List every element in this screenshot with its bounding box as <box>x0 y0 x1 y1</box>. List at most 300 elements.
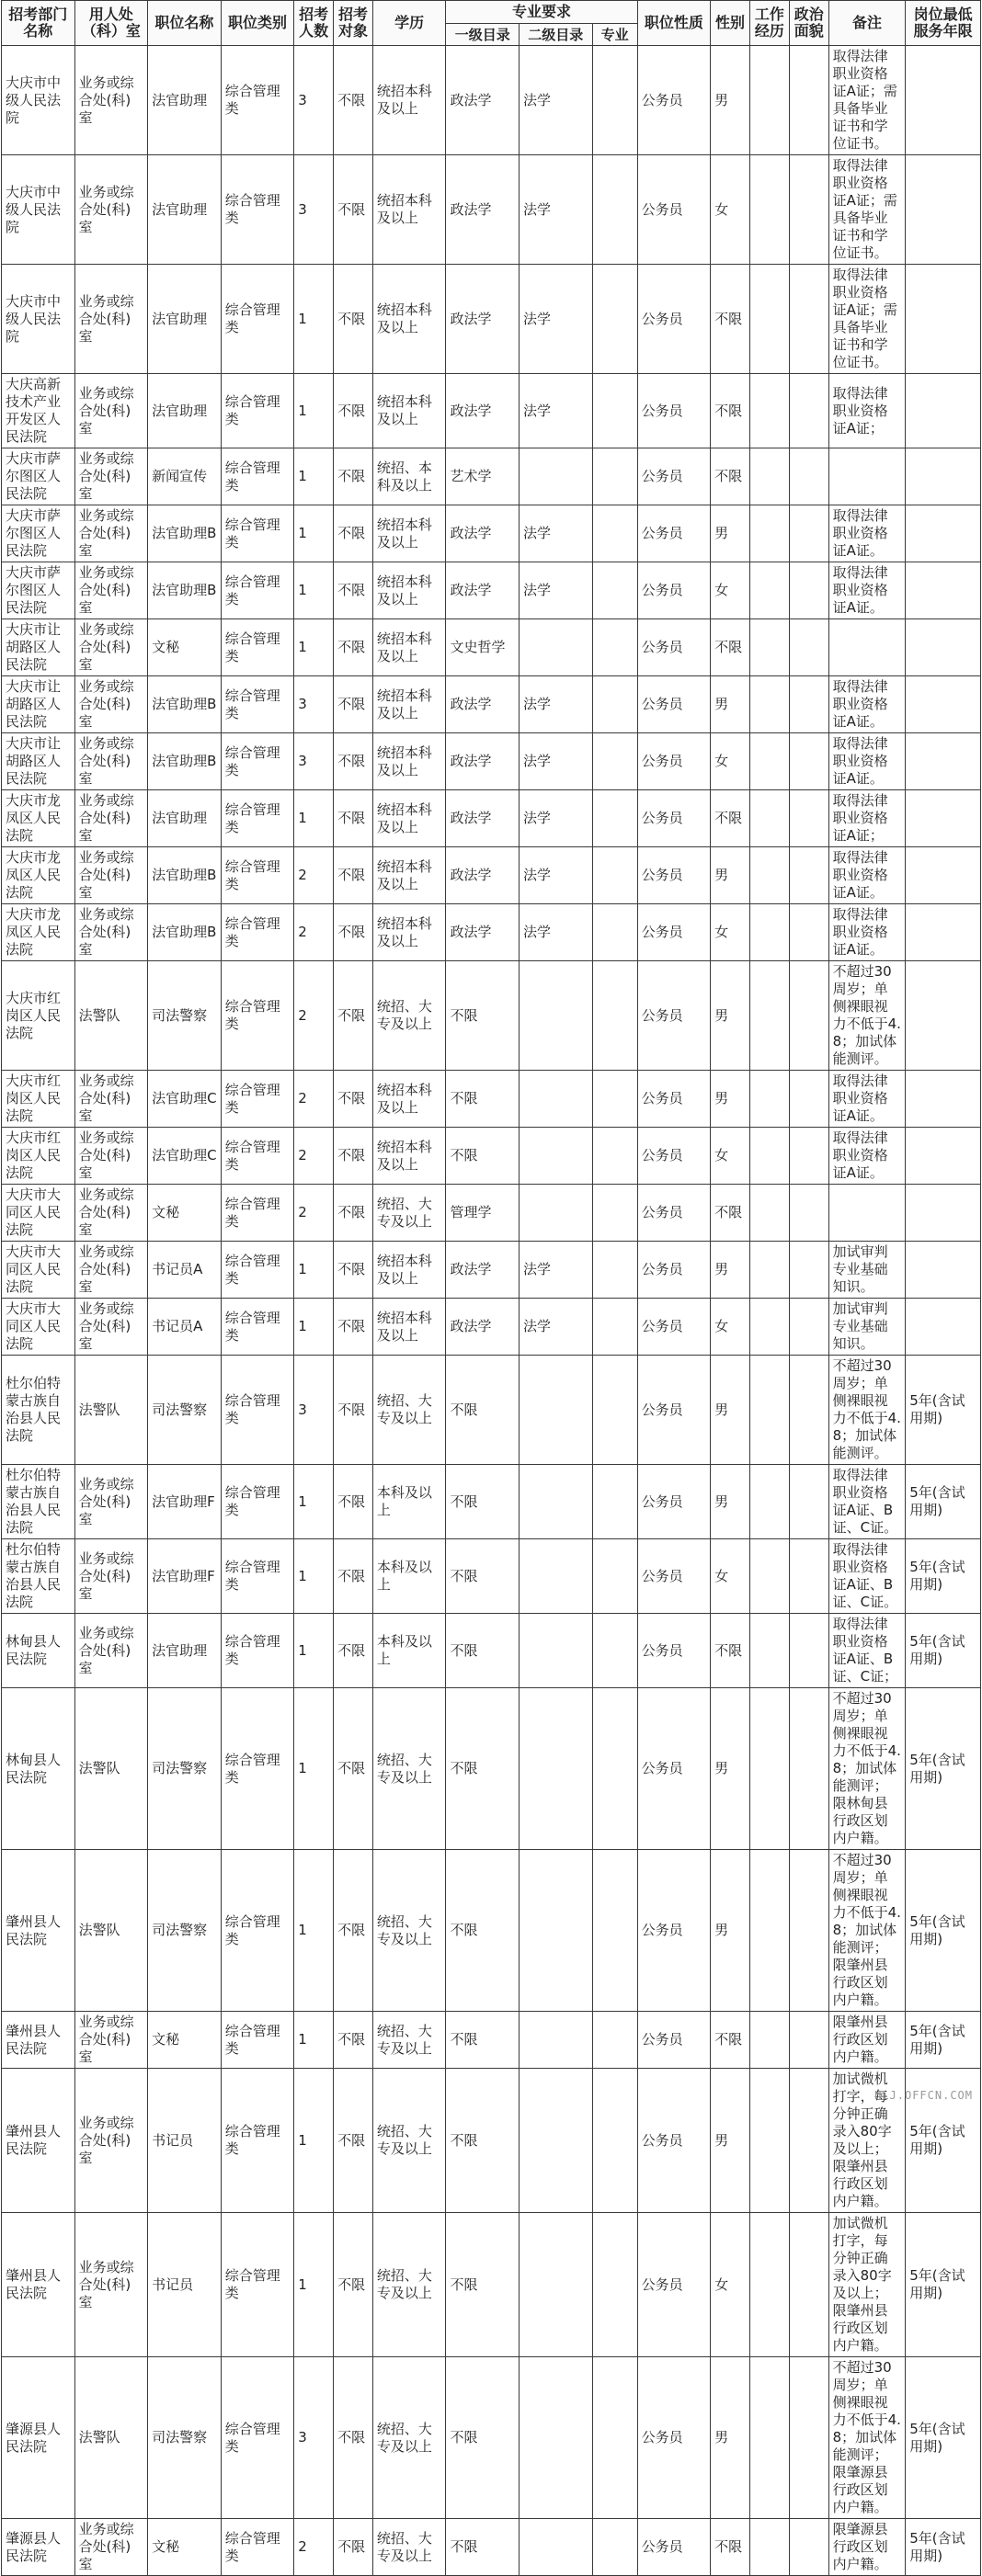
cell-major2: 法学 <box>520 676 593 733</box>
cell-note: 不超过30周岁；单侧裸眼视力不低于4.8；加试体能测评；限林甸县行政区划内户籍。 <box>828 1688 906 1850</box>
cell-major-spec <box>592 904 637 961</box>
watermark: HLJ.OFFCN.COM <box>874 2089 973 2102</box>
cell-nature: 公务员 <box>637 1539 711 1614</box>
cell-count: 3 <box>294 676 334 733</box>
cell-category: 综合管理类 <box>221 2357 294 2519</box>
cell-experience <box>749 1128 789 1185</box>
cell-note: 取得法律职业资格证A证。 <box>828 733 906 790</box>
cell-education: 统招、大专及以上 <box>372 2012 446 2069</box>
cell-position: 书记员A <box>148 1299 222 1356</box>
cell-min-years: 5年(含试用期) <box>906 1688 981 1850</box>
cell-category: 综合管理类 <box>221 1465 294 1539</box>
cell-min-years <box>906 733 981 790</box>
header-major-group: 专业要求 <box>446 1 637 24</box>
cell-gender: 男 <box>711 1242 750 1299</box>
cell-nature: 公务员 <box>637 2357 711 2519</box>
cell-experience <box>749 847 789 904</box>
cell-category: 综合管理类 <box>221 1185 294 1242</box>
cell-count: 3 <box>294 155 334 265</box>
cell-major2: 法学 <box>520 1242 593 1299</box>
cell-major1: 不限 <box>446 2519 520 2576</box>
cell-target: 不限 <box>334 1242 373 1299</box>
cell-major2 <box>520 1185 593 1242</box>
table-row <box>2 904 981 961</box>
cell-category: 综合管理类 <box>221 2519 294 2576</box>
cell-dept: 大庆市让胡路区人民法院 <box>2 733 75 790</box>
cell-major-spec <box>592 1539 637 1614</box>
cell-note: 取得法律职业资格证A证。 <box>828 1071 906 1128</box>
cell-major2 <box>520 2519 593 2576</box>
cell-major-spec <box>592 46 637 155</box>
cell-count: 2 <box>294 2519 334 2576</box>
cell-count: 1 <box>294 1242 334 1299</box>
table-row <box>2 733 981 790</box>
header-political: 政治面貌 <box>789 1 828 46</box>
cell-major-spec <box>592 1688 637 1850</box>
cell-political <box>789 961 828 1071</box>
cell-education: 统招本科及以上 <box>372 790 446 847</box>
cell-note: 加试审判专业基础知识。 <box>828 1242 906 1299</box>
table-row <box>2 2012 981 2069</box>
cell-experience <box>749 2357 789 2519</box>
cell-gender: 不限 <box>711 265 750 374</box>
cell-target: 不限 <box>334 676 373 733</box>
cell-major1: 不限 <box>446 2213 520 2357</box>
table-row <box>2 961 981 1071</box>
cell-experience <box>749 265 789 374</box>
cell-gender: 男 <box>711 1850 750 2012</box>
cell-min-years <box>906 790 981 847</box>
cell-major1: 艺术学 <box>446 448 520 505</box>
cell-unit: 业务或综合处(科)室 <box>74 619 148 676</box>
cell-dept: 大庆市让胡路区人民法院 <box>2 676 75 733</box>
cell-major-spec <box>592 155 637 265</box>
cell-note: 不超过30周岁；单侧裸眼视力不低于4.8；加试体能测评；限肇源县行政区划内户籍。 <box>828 2357 906 2519</box>
cell-major2: 法学 <box>520 847 593 904</box>
cell-political <box>789 790 828 847</box>
cell-unit: 业务或综合处(科)室 <box>74 1614 148 1688</box>
cell-political <box>789 374 828 448</box>
cell-major-spec <box>592 2357 637 2519</box>
cell-min-years <box>906 619 981 676</box>
header-category: 职位类别 <box>221 1 294 46</box>
cell-major1: 不限 <box>446 1688 520 1850</box>
cell-dept: 杜尔伯特蒙古族自治县人民法院 <box>2 1465 75 1539</box>
cell-education: 统招本科及以上 <box>372 619 446 676</box>
cell-political <box>789 1071 828 1128</box>
cell-political <box>789 1688 828 1850</box>
cell-nature: 公务员 <box>637 2519 711 2576</box>
cell-count: 1 <box>294 374 334 448</box>
cell-gender: 男 <box>711 1688 750 1850</box>
cell-min-years <box>906 505 981 562</box>
cell-major1: 不限 <box>446 1850 520 2012</box>
cell-dept: 大庆市龙凤区人民法院 <box>2 904 75 961</box>
cell-major-spec <box>592 448 637 505</box>
cell-note: 加试微机打字，每分钟正确录入80字及以上；限肇州县行政区划内户籍。 <box>828 2213 906 2357</box>
cell-experience <box>749 2012 789 2069</box>
cell-target: 不限 <box>334 847 373 904</box>
cell-count: 3 <box>294 2357 334 2519</box>
cell-education: 统招本科及以上 <box>372 505 446 562</box>
cell-major2 <box>520 1356 593 1465</box>
cell-nature: 公务员 <box>637 2012 711 2069</box>
header-nature: 职位性质 <box>637 1 711 46</box>
cell-count: 3 <box>294 1356 334 1465</box>
cell-unit: 业务或综合处(科)室 <box>74 155 148 265</box>
cell-unit: 业务或综合处(科)室 <box>74 733 148 790</box>
cell-category: 综合管理类 <box>221 619 294 676</box>
table-row <box>2 265 981 374</box>
cell-education: 统招、大专及以上 <box>372 1850 446 2012</box>
cell-unit: 业务或综合处(科)室 <box>74 904 148 961</box>
cell-education: 统招本科及以上 <box>372 1242 446 1299</box>
cell-dept: 大庆市大同区人民法院 <box>2 1299 75 1356</box>
cell-note: 取得法律职业资格证A证；需具备毕业证书和学位证书。 <box>828 46 906 155</box>
cell-major1: 不限 <box>446 2069 520 2213</box>
cell-count: 1 <box>294 265 334 374</box>
cell-major2 <box>520 1071 593 1128</box>
cell-note: 限肇州县行政区划内户籍。 <box>828 2012 906 2069</box>
cell-position: 书记员 <box>148 2069 222 2213</box>
cell-gender: 女 <box>711 155 750 265</box>
cell-position: 书记员A <box>148 1242 222 1299</box>
cell-count: 1 <box>294 2213 334 2357</box>
cell-min-years <box>906 1071 981 1128</box>
cell-gender: 不限 <box>711 790 750 847</box>
table-row <box>2 1128 981 1185</box>
cell-dept: 林甸县人民法院 <box>2 1614 75 1688</box>
table-row <box>2 448 981 505</box>
cell-unit: 业务或综合处(科)室 <box>74 1128 148 1185</box>
cell-education: 统招、大专及以上 <box>372 1688 446 1850</box>
cell-dept: 大庆市大同区人民法院 <box>2 1185 75 1242</box>
cell-major-spec <box>592 733 637 790</box>
cell-major2 <box>520 2357 593 2519</box>
cell-count: 3 <box>294 733 334 790</box>
cell-gender: 女 <box>711 1128 750 1185</box>
cell-unit: 业务或综合处(科)室 <box>74 505 148 562</box>
cell-nature: 公务员 <box>637 1242 711 1299</box>
cell-target: 不限 <box>334 46 373 155</box>
cell-unit: 业务或综合处(科)室 <box>74 2519 148 2576</box>
cell-category: 综合管理类 <box>221 961 294 1071</box>
cell-major2: 法学 <box>520 155 593 265</box>
cell-category: 综合管理类 <box>221 2213 294 2357</box>
cell-education: 统招本科及以上 <box>372 374 446 448</box>
cell-category: 综合管理类 <box>221 1299 294 1356</box>
cell-count: 1 <box>294 2069 334 2213</box>
cell-major-spec <box>592 2519 637 2576</box>
cell-target: 不限 <box>334 265 373 374</box>
cell-target: 不限 <box>334 1688 373 1850</box>
cell-position: 法官助理C <box>148 1071 222 1128</box>
cell-gender: 女 <box>711 733 750 790</box>
cell-count: 1 <box>294 1299 334 1356</box>
cell-major1: 不限 <box>446 961 520 1071</box>
cell-note: 取得法律职业资格证A证； <box>828 374 906 448</box>
cell-position: 司法警察 <box>148 1850 222 2012</box>
cell-major-spec <box>592 619 637 676</box>
cell-experience <box>749 1614 789 1688</box>
cell-nature: 公务员 <box>637 448 711 505</box>
cell-category: 综合管理类 <box>221 1850 294 2012</box>
cell-experience <box>749 155 789 265</box>
cell-political <box>789 2357 828 2519</box>
cell-dept: 大庆市中级人民法院 <box>2 46 75 155</box>
cell-note: 取得法律职业资格证A证； <box>828 790 906 847</box>
cell-gender: 不限 <box>711 1614 750 1688</box>
table-row <box>2 1242 981 1299</box>
cell-category: 综合管理类 <box>221 505 294 562</box>
cell-major1: 政法学 <box>446 847 520 904</box>
cell-nature: 公务员 <box>637 733 711 790</box>
cell-dept: 肇源县人民法院 <box>2 2519 75 2576</box>
cell-note: 取得法律职业资格证A证；需具备毕业证书和学位证书。 <box>828 265 906 374</box>
cell-education: 统招本科及以上 <box>372 1071 446 1128</box>
cell-dept: 大庆市龙凤区人民法院 <box>2 790 75 847</box>
table-row <box>2 847 981 904</box>
cell-education: 统招本科及以上 <box>372 46 446 155</box>
cell-major-spec <box>592 847 637 904</box>
cell-min-years <box>906 562 981 619</box>
cell-experience <box>749 619 789 676</box>
cell-note: 取得法律职业资格证A证。 <box>828 847 906 904</box>
cell-target: 不限 <box>334 1465 373 1539</box>
cell-nature: 公务员 <box>637 505 711 562</box>
cell-note: 限肇源县行政区划内户籍。 <box>828 2519 906 2576</box>
cell-position: 文秘 <box>148 2012 222 2069</box>
cell-education: 统招、大专及以上 <box>372 1356 446 1465</box>
cell-gender: 不限 <box>711 1185 750 1242</box>
cell-experience <box>749 2069 789 2213</box>
cell-experience <box>749 505 789 562</box>
cell-target: 不限 <box>334 1071 373 1128</box>
cell-gender: 男 <box>711 1356 750 1465</box>
header-note: 备注 <box>828 1 906 46</box>
cell-education: 统招本科及以上 <box>372 847 446 904</box>
table-row <box>2 374 981 448</box>
cell-dept: 肇源县人民法院 <box>2 2357 75 2519</box>
cell-min-years <box>906 676 981 733</box>
cell-gender: 女 <box>711 904 750 961</box>
cell-political <box>789 1185 828 1242</box>
cell-dept: 杜尔伯特蒙古族自治县人民法院 <box>2 1539 75 1614</box>
header-min-years: 岗位最低服务年限 <box>906 1 981 46</box>
cell-position: 法官助理 <box>148 46 222 155</box>
cell-education: 统招本科及以上 <box>372 733 446 790</box>
cell-political <box>789 904 828 961</box>
cell-position: 法官助理 <box>148 1614 222 1688</box>
cell-major2: 法学 <box>520 790 593 847</box>
cell-major2 <box>520 2213 593 2357</box>
header-major2: 二级目录 <box>520 24 593 46</box>
cell-category: 综合管理类 <box>221 1614 294 1688</box>
cell-experience <box>749 2213 789 2357</box>
cell-nature: 公务员 <box>637 1850 711 2012</box>
cell-education: 统招、大专及以上 <box>372 1185 446 1242</box>
cell-unit: 法警队 <box>74 961 148 1071</box>
table-row <box>2 1850 981 2012</box>
table-row <box>2 1071 981 1128</box>
cell-political <box>789 505 828 562</box>
cell-count: 2 <box>294 904 334 961</box>
cell-nature: 公务员 <box>637 847 711 904</box>
cell-education: 统招、大专及以上 <box>372 961 446 1071</box>
cell-count: 1 <box>294 562 334 619</box>
cell-target: 不限 <box>334 790 373 847</box>
cell-education: 统招、大专及以上 <box>372 2069 446 2213</box>
cell-political <box>789 1242 828 1299</box>
cell-category: 综合管理类 <box>221 2012 294 2069</box>
cell-nature: 公务员 <box>637 1688 711 1850</box>
cell-experience <box>749 1071 789 1128</box>
cell-nature: 公务员 <box>637 562 711 619</box>
cell-category: 综合管理类 <box>221 2069 294 2213</box>
cell-major2 <box>520 1539 593 1614</box>
cell-major-spec <box>592 2069 637 2213</box>
cell-major1: 政法学 <box>446 1242 520 1299</box>
cell-count: 2 <box>294 1071 334 1128</box>
cell-unit: 业务或综合处(科)室 <box>74 2069 148 2213</box>
cell-major-spec <box>592 1071 637 1128</box>
cell-min-years <box>906 1128 981 1185</box>
cell-category: 综合管理类 <box>221 448 294 505</box>
cell-note: 取得法律职业资格证A证。 <box>828 562 906 619</box>
cell-major1: 管理学 <box>446 1185 520 1242</box>
cell-target: 不限 <box>334 1356 373 1465</box>
cell-education: 统招、大专及以上 <box>372 2519 446 2576</box>
cell-note <box>828 448 906 505</box>
cell-unit: 业务或综合处(科)室 <box>74 676 148 733</box>
cell-min-years: 5年(含试用期) <box>906 1465 981 1539</box>
cell-count: 2 <box>294 1185 334 1242</box>
cell-gender: 不限 <box>711 619 750 676</box>
cell-major1: 政法学 <box>446 46 520 155</box>
cell-major1: 政法学 <box>446 562 520 619</box>
cell-experience <box>749 1465 789 1539</box>
cell-category: 综合管理类 <box>221 904 294 961</box>
cell-position: 法官助理 <box>148 155 222 265</box>
cell-major2 <box>520 1688 593 1850</box>
cell-major1: 政法学 <box>446 155 520 265</box>
cell-category: 综合管理类 <box>221 46 294 155</box>
cell-note: 取得法律职业资格证A证。 <box>828 1128 906 1185</box>
cell-gender: 男 <box>711 2357 750 2519</box>
cell-target: 不限 <box>334 1299 373 1356</box>
cell-dept: 林甸县人民法院 <box>2 1688 75 1850</box>
cell-note: 取得法律职业资格证A证。 <box>828 676 906 733</box>
cell-experience <box>749 1539 789 1614</box>
cell-major2 <box>520 619 593 676</box>
cell-gender: 女 <box>711 1539 750 1614</box>
cell-unit: 业务或综合处(科)室 <box>74 46 148 155</box>
cell-unit: 业务或综合处(科)室 <box>74 1299 148 1356</box>
cell-dept: 大庆高新技术产业开发区人民法院 <box>2 374 75 448</box>
cell-political <box>789 155 828 265</box>
cell-dept: 大庆市红岗区人民法院 <box>2 1128 75 1185</box>
cell-target: 不限 <box>334 505 373 562</box>
cell-major-spec <box>592 505 637 562</box>
cell-position: 法官助理B <box>148 733 222 790</box>
cell-unit: 业务或综合处(科)室 <box>74 448 148 505</box>
cell-major-spec <box>592 1242 637 1299</box>
cell-position: 文秘 <box>148 1185 222 1242</box>
cell-unit: 业务或综合处(科)室 <box>74 2012 148 2069</box>
cell-political <box>789 847 828 904</box>
cell-unit: 法警队 <box>74 2357 148 2519</box>
table-row <box>2 46 981 155</box>
cell-count: 1 <box>294 2012 334 2069</box>
cell-education: 统招本科及以上 <box>372 265 446 374</box>
cell-major2 <box>520 448 593 505</box>
cell-political <box>789 1465 828 1539</box>
cell-min-years <box>906 448 981 505</box>
cell-major2: 法学 <box>520 562 593 619</box>
cell-unit: 法警队 <box>74 1688 148 1850</box>
cell-major-spec <box>592 1299 637 1356</box>
cell-count: 1 <box>294 1465 334 1539</box>
cell-dept: 大庆市大同区人民法院 <box>2 1242 75 1299</box>
cell-major-spec <box>592 562 637 619</box>
cell-gender: 不限 <box>711 2519 750 2576</box>
cell-political <box>789 676 828 733</box>
cell-gender: 女 <box>711 1299 750 1356</box>
cell-min-years <box>906 155 981 265</box>
cell-category: 综合管理类 <box>221 1071 294 1128</box>
recruitment-table <box>1 0 981 2576</box>
cell-major-spec <box>592 1128 637 1185</box>
cell-min-years: 5年(含试用期) <box>906 1356 981 1465</box>
cell-target: 不限 <box>334 2012 373 2069</box>
header-major1: 一级目录 <box>446 24 520 46</box>
cell-target: 不限 <box>334 1128 373 1185</box>
cell-experience <box>749 2519 789 2576</box>
cell-min-years: 5年(含试用期) <box>906 2357 981 2519</box>
cell-political <box>789 2069 828 2213</box>
cell-category: 综合管理类 <box>221 1539 294 1614</box>
cell-note: 取得法律职业资格证A证、B证、C证； <box>828 1614 906 1688</box>
cell-major2: 法学 <box>520 265 593 374</box>
cell-experience <box>749 562 789 619</box>
cell-political <box>789 1356 828 1465</box>
cell-min-years <box>906 46 981 155</box>
cell-target: 不限 <box>334 2519 373 2576</box>
cell-major2 <box>520 961 593 1071</box>
cell-unit: 业务或综合处(科)室 <box>74 265 148 374</box>
cell-political <box>789 448 828 505</box>
table-row <box>2 1356 981 1465</box>
cell-political <box>789 1614 828 1688</box>
cell-major2: 法学 <box>520 46 593 155</box>
cell-dept: 肇州县人民法院 <box>2 2069 75 2213</box>
cell-dept: 大庆市让胡路区人民法院 <box>2 619 75 676</box>
cell-dept: 大庆市龙凤区人民法院 <box>2 847 75 904</box>
cell-major-spec <box>592 1614 637 1688</box>
table-row <box>2 2069 981 2213</box>
cell-position: 书记员 <box>148 2213 222 2357</box>
table-row <box>2 1465 981 1539</box>
cell-gender: 不限 <box>711 2012 750 2069</box>
cell-target: 不限 <box>334 1539 373 1614</box>
header-experience: 工作经历 <box>749 1 789 46</box>
cell-major-spec <box>592 2213 637 2357</box>
cell-dept: 大庆市红岗区人民法院 <box>2 961 75 1071</box>
cell-target: 不限 <box>334 562 373 619</box>
cell-count: 2 <box>294 1128 334 1185</box>
cell-position: 法官助理F <box>148 1539 222 1614</box>
cell-min-years <box>906 961 981 1071</box>
